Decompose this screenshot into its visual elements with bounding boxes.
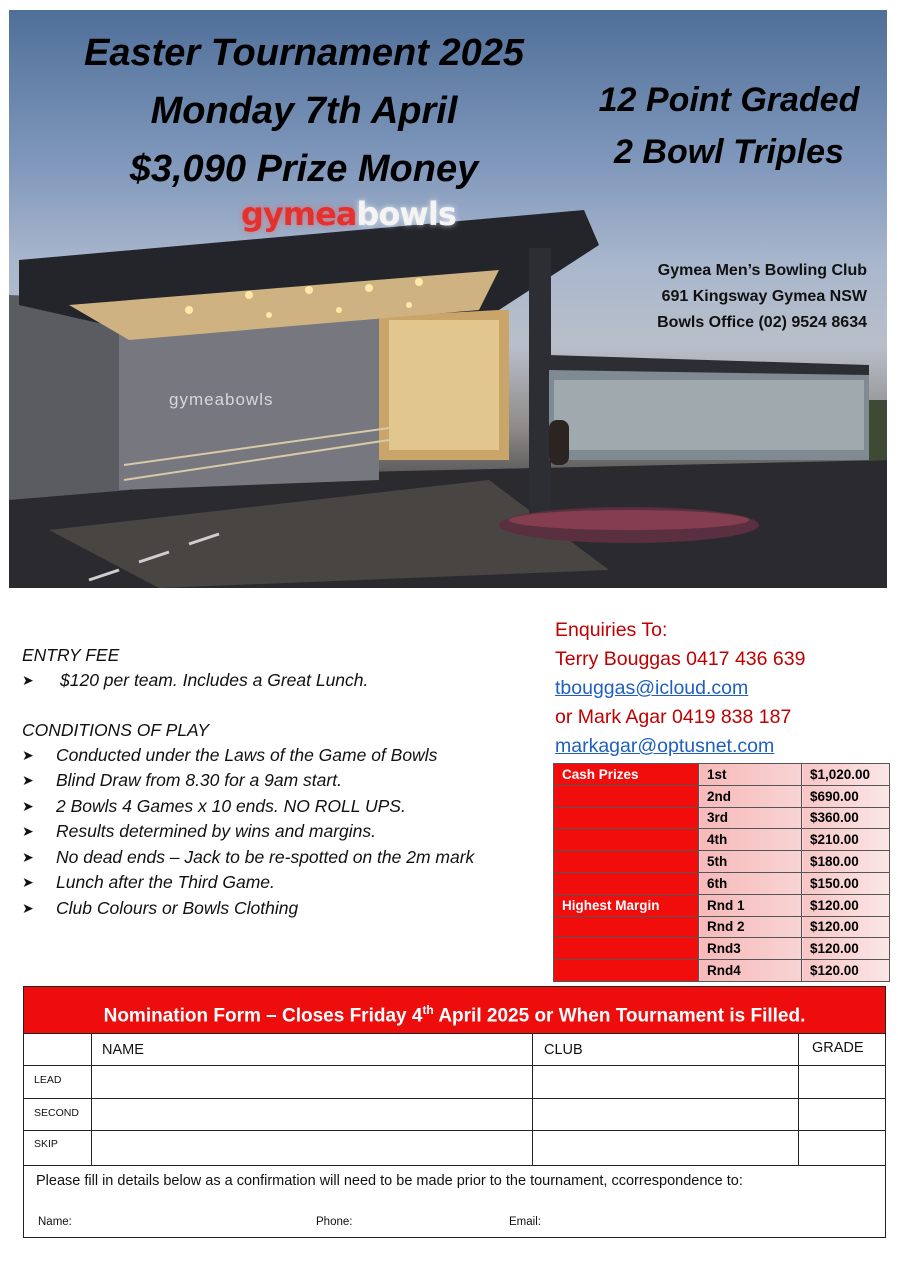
list-item [22, 668, 542, 694]
condition-text: 2 Bowls 4 Games x 10 ends. NO ROLL UPS. [56, 795, 406, 816]
condition-text: Results determined by wins and margins. [56, 821, 377, 841]
name-label: Name: [38, 1216, 72, 1228]
lead-club-field[interactable] [533, 1067, 797, 1098]
gymea-bowls-sign: gymeabowls [241, 195, 456, 233]
enquiries-heading: Enquiries To: [555, 619, 668, 641]
arrow-bullet-icon: ➤ [22, 797, 34, 814]
prize-category-cell [554, 785, 699, 807]
prize-category-cell [554, 829, 699, 851]
table-row [554, 764, 890, 786]
table-row [554, 872, 890, 894]
row-label-second: SECOND [34, 1107, 79, 1119]
arrow-bullet-icon: ➤ [22, 848, 34, 865]
contact-mark: or Mark Agar 0419 838 187 [555, 706, 792, 728]
prize-amount-cell: $1,020.00 [802, 764, 890, 786]
list-item [22, 870, 542, 896]
entry-fee-heading: ENTRY FEE [22, 645, 120, 665]
nomination-form [23, 986, 886, 1238]
condition-text: Blind Draw from 8.30 for a 9am start. [56, 770, 342, 790]
form-title: Nomination Form – Closes Friday 4th April 2025 or When Tournament is Filled. [24, 987, 885, 1034]
prize-category-cell [554, 807, 699, 829]
table-row [554, 807, 890, 829]
prize-category-cell [554, 938, 699, 960]
wall-logo: gymeabowls [169, 390, 274, 409]
prize-amount-cell: $150.00 [802, 872, 890, 894]
prize-place-cell: 5th [699, 851, 802, 873]
condition-text: No dead ends – Jack to be re-spotted on the 2m mark [56, 846, 475, 867]
prize-category-cell: Highest Margin [554, 894, 699, 916]
prize-amount-cell: $180.00 [802, 851, 890, 873]
email-label: Email: [509, 1216, 541, 1228]
skip-club-field[interactable] [533, 1132, 797, 1165]
tournament-format [569, 74, 887, 178]
title-line: Easter Tournament 2025 [84, 32, 524, 74]
title-line: $3,090 Prize Money [129, 148, 479, 190]
prize-place-cell: 1st [699, 764, 802, 786]
nomination-grid [24, 1034, 885, 1166]
list-item [22, 896, 542, 922]
prize-category-cell [554, 960, 699, 982]
conditions-heading: CONDITIONS OF PLAY [22, 719, 210, 740]
lead-grade-field[interactable] [799, 1067, 885, 1098]
prize-category-cell [554, 872, 699, 894]
prize-place-cell: 4th [699, 829, 802, 851]
row-label-lead: LEAD [34, 1074, 62, 1086]
club-name: Gymea Men’s Bowling Club [657, 262, 867, 279]
contact-terry: Terry Bouggas 0417 436 639 [555, 648, 806, 670]
prize-amount-cell: $120.00 [802, 938, 890, 960]
prize-place-cell: Rnd 1 [699, 894, 802, 916]
skip-grade-field[interactable] [799, 1132, 885, 1165]
format-line: 2 Bowl Triples [614, 133, 844, 171]
table-row [554, 938, 890, 960]
tournament-title [64, 24, 544, 198]
prize-place-cell: Rnd 2 [699, 916, 802, 938]
list-item [22, 743, 542, 769]
col-club-header: CLUB [544, 1042, 583, 1058]
second-club-field[interactable] [533, 1100, 797, 1130]
prize-place-cell: Rnd4 [699, 960, 802, 982]
arrow-bullet-icon: ➤ [22, 899, 34, 916]
table-row [554, 851, 890, 873]
prize-amount-cell: $360.00 [802, 807, 890, 829]
list-item [22, 768, 542, 794]
format-line: 12 Point Graded [598, 81, 860, 119]
list-item [22, 794, 542, 820]
table-row [24, 1034, 885, 1066]
list-item [22, 845, 542, 871]
email-link-terry[interactable]: tbouggas@icloud.com [555, 677, 749, 699]
second-grade-field[interactable] [799, 1100, 885, 1130]
prize-amount-cell: $690.00 [802, 785, 890, 807]
phone-label: Phone: [316, 1216, 353, 1228]
row-label-skip: SKIP [34, 1138, 58, 1150]
prize-amount-cell: $210.00 [802, 829, 890, 851]
condition-text: Club Colours or Bowls Clothing [56, 897, 299, 918]
skip-name-field[interactable] [92, 1132, 531, 1165]
entry-fee-text: $120 per team. Includes a Great Lunch. [60, 670, 369, 690]
prize-category-cell [554, 851, 699, 873]
enquiries-section [555, 616, 805, 761]
prize-place-cell: 2nd [699, 785, 802, 807]
arrow-bullet-icon: ➤ [22, 672, 34, 688]
club-address: 691 Kingsway Gymea NSW [661, 288, 867, 305]
prize-amount-cell: $120.00 [802, 916, 890, 938]
condition-text: Lunch after the Third Game. [56, 872, 275, 892]
second-name-field[interactable] [92, 1100, 531, 1130]
table-row [554, 894, 890, 916]
email-link-mark[interactable]: markagar@optusnet.com [555, 735, 775, 757]
prize-category-cell: Cash Prizes [554, 764, 699, 786]
arrow-bullet-icon: ➤ [22, 874, 34, 890]
table-row [554, 916, 890, 938]
prize-table [553, 763, 890, 982]
condition-text: Conducted under the Laws of the Game of Bowls [56, 744, 438, 765]
arrow-bullet-icon: ➤ [22, 746, 34, 763]
prize-category-cell [554, 916, 699, 938]
prize-place-cell: 6th [699, 872, 802, 894]
prize-place-cell: Rnd3 [699, 938, 802, 960]
title-line: Monday 7th April [150, 90, 458, 132]
hero-photo [9, 10, 887, 588]
club-info [607, 258, 867, 336]
table-row [554, 785, 890, 807]
arrow-bullet-icon: ➤ [22, 772, 34, 788]
confirmation-note: Please fill in details below as a confirmation will need to be made prior to the tournament, ccorrespondence to: [36, 1173, 743, 1189]
arrow-bullet-icon: ➤ [22, 823, 34, 839]
table-row [554, 960, 890, 982]
lead-name-field[interactable] [92, 1067, 531, 1098]
list-item [22, 819, 542, 845]
conditions-section [22, 643, 542, 921]
prize-amount-cell: $120.00 [802, 894, 890, 916]
col-grade-header: GRADE [812, 1040, 864, 1056]
col-name-header: NAME [102, 1042, 144, 1058]
club-phone: Bowls Office (02) 9524 8634 [657, 314, 867, 331]
table-row [554, 829, 890, 851]
prize-amount-cell: $120.00 [802, 960, 890, 982]
prize-place-cell: 3rd [699, 807, 802, 829]
